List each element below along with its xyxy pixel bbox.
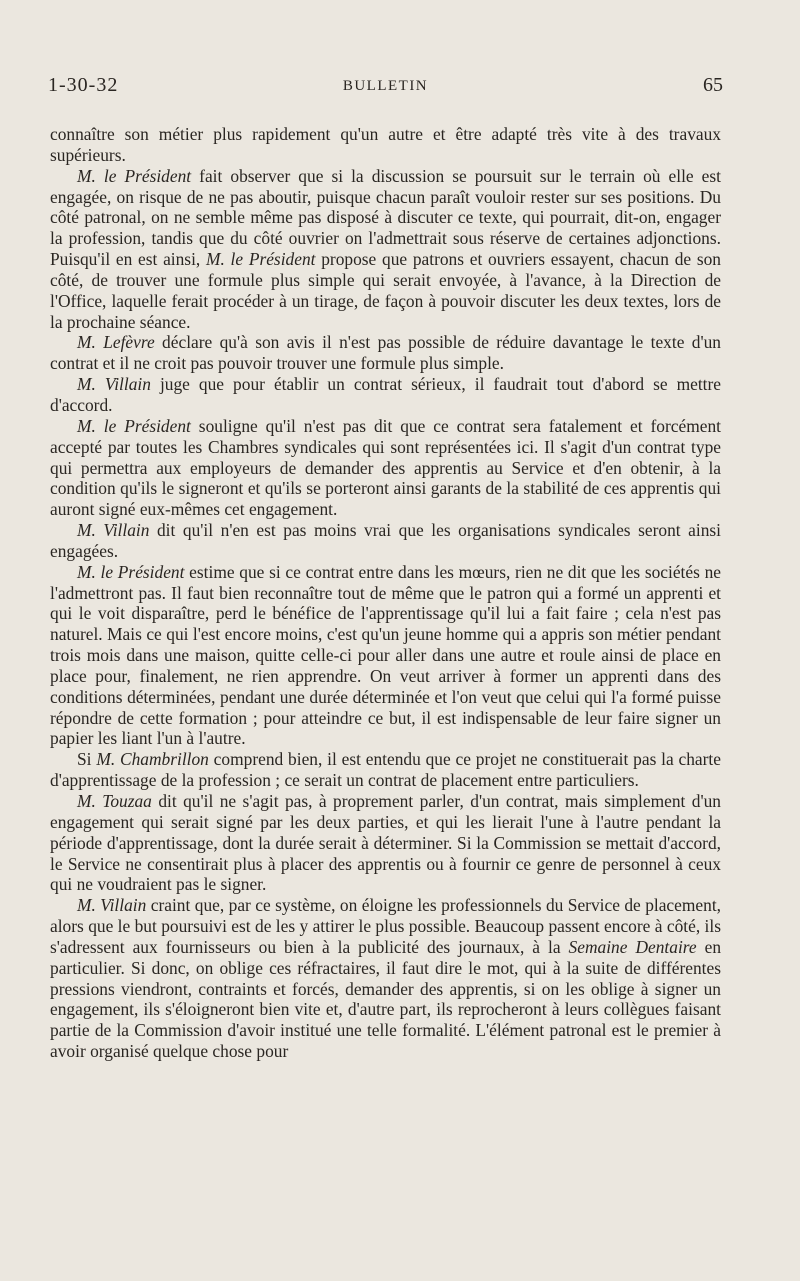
paragraph: Si M. Chambrillon comprend bien, il est entendu que ce projet ne constituerait pas la charte d'apprentissage de la profession ; ce serait un contrat de placement entre particuliers. (50, 749, 721, 791)
body-text (50, 124, 721, 1062)
paragraph: M. le Président fait observer que si la discussion se poursuit sur le terrain où elle est engagée, on risque de ne pas aboutir, puisque chacun paraît vouloir rester sur ses positions. Du côté patronal, on ne semble même pas disposé à discuter ce texte, qui pourrait, dit-on, engager la profession, tandis que du côté ouvrier on l'admettrait sous réserve de certaines adjonctions. Puisqu'il en est ainsi, M. le Président propose que patrons et ouvriers essayent, chacun de son côté, de trouver une formule plus simple qui serait envoyée, à l'avance, à la Direction de l'Office, laquelle ferait procéder à un tirage, de façon à pouvoir discuter les deux textes, lors de la prochaine séance. (50, 165, 721, 332)
paragraph: M. Villain craint que, par ce système, on éloigne les professionnels du Service de placement, alors que le but poursuivi est de les y attirer le plus possible. Beaucoup passent encore à côté, ils s'adressent aux fournisseurs ou bien à la publicité des journaux, à la Semaine Dentaire en particulier. Si donc, on oblige ces réfractaires, il faut dire le mot, qui à la suite de différentes pressions viendront, contraints et forcés, demander des apprentis, si on les oblige à signer un engagement, ils s'éloigneront bien vite et, d'autre part, ils reprocheront à leurs collègues faisant partie de la Commission d'avoir institué une telle formalité. L'élément patronal est le premier à avoir organisé quelque chose pour (50, 895, 722, 1062)
speaker-name: M. le Président (205, 249, 316, 270)
speaker-name: M. Villain (77, 374, 151, 395)
paragraph: connaître son métier plus rapidement qu'un autre et être adapté très vite à des travaux supérieurs. (50, 124, 721, 165)
speaker-name: M. le Président (77, 561, 185, 582)
paragraph: M. Lefèvre déclare qu'à son avis il n'est pas possible de réduire davantage le texte d'un contrat et il ne croit pas pouvoir trouver une formule plus simple. (50, 332, 722, 374)
speaker-name: M. le Président (77, 165, 192, 186)
page-number: 65 (703, 74, 723, 96)
speaker-name: M. Touzaa (77, 791, 152, 811)
paragraph: M. Villain dit qu'il n'en est pas moins vrai que les organisations syndicales seront ainsi engagées. (50, 520, 722, 561)
paragraph: M. Villain juge que pour établir un contrat sérieux, il faudrait tout d'abord se mettre d'accord. (50, 374, 722, 415)
speaker-name: M. Lefèvre (77, 332, 155, 353)
speaker-name: M. Villain (77, 895, 147, 916)
paragraph: M. le Président souligne qu'il n'est pas dit que ce contrat sera fatalement et forcément accepté par toutes les Chambres syndicales qui sont représentées ici. Il s'agit d'un contrat type qui permettra aux employeurs de demander des apprentis au Service et d'en obtenir, à la condition qu'ils le signeront et qu'ils se porteront ainsi garants de la stabilité de ces apprentis qui auront signé eux-mêmes cet engagement. (50, 415, 722, 520)
publication-title: Semaine Dentaire (568, 936, 697, 957)
speaker-name: M. Villain (77, 520, 150, 541)
speaker-name: M. Chambrillon (96, 749, 209, 770)
paragraph: M. le Président estime que si ce contrat entre dans les mœurs, rien ne dit que les sociétés ne l'admettront pas. Il faut bien reconnaître tout de même que le patron qui a formé un apprenti et qui le voit disparaître, perd le bénéfice de l'apprentissage qu'il lui a fait faire ; cela n'est pas naturel. Mais ce qui l'est encore moins, c'est qu'un jeune homme qui a appris son métier pendant trois mois dans une maison, quitte celle-ci pour aller dans une autre et roule ainsi de place en place pour, finalement, ne rien apprendre. On veut arriver à former un apprenti dans des conditions déterminées, pendant une durée déterminée et l'on veut que celui qui l'a formé puisse répondre de cette formation ; pour atteindre ce but, il est indispensable de leur faire signer un papier les liant l'un à l'autre. (50, 561, 722, 749)
page-header (48, 74, 723, 100)
header-title: BULLETIN (342, 78, 429, 94)
speaker-name: M. le Président (77, 415, 191, 436)
paragraph: M. Touzaa dit qu'il ne s'agit pas, à proprement parler, d'un contrat, mais simplement d'un engagement qui serait signé par les deux parties, et qui les lierait l'une à l'autre pendant la période d'apprentissage, dont la durée serait à déterminer. Si la Commission se mettait d'accord, le Service ne consentirait plus à placer des apprentis ou à fournir ce genre de personnel à ceux qui ne voudraient pas le signer. (50, 791, 722, 895)
header-date: 1-30-32 (48, 74, 119, 96)
